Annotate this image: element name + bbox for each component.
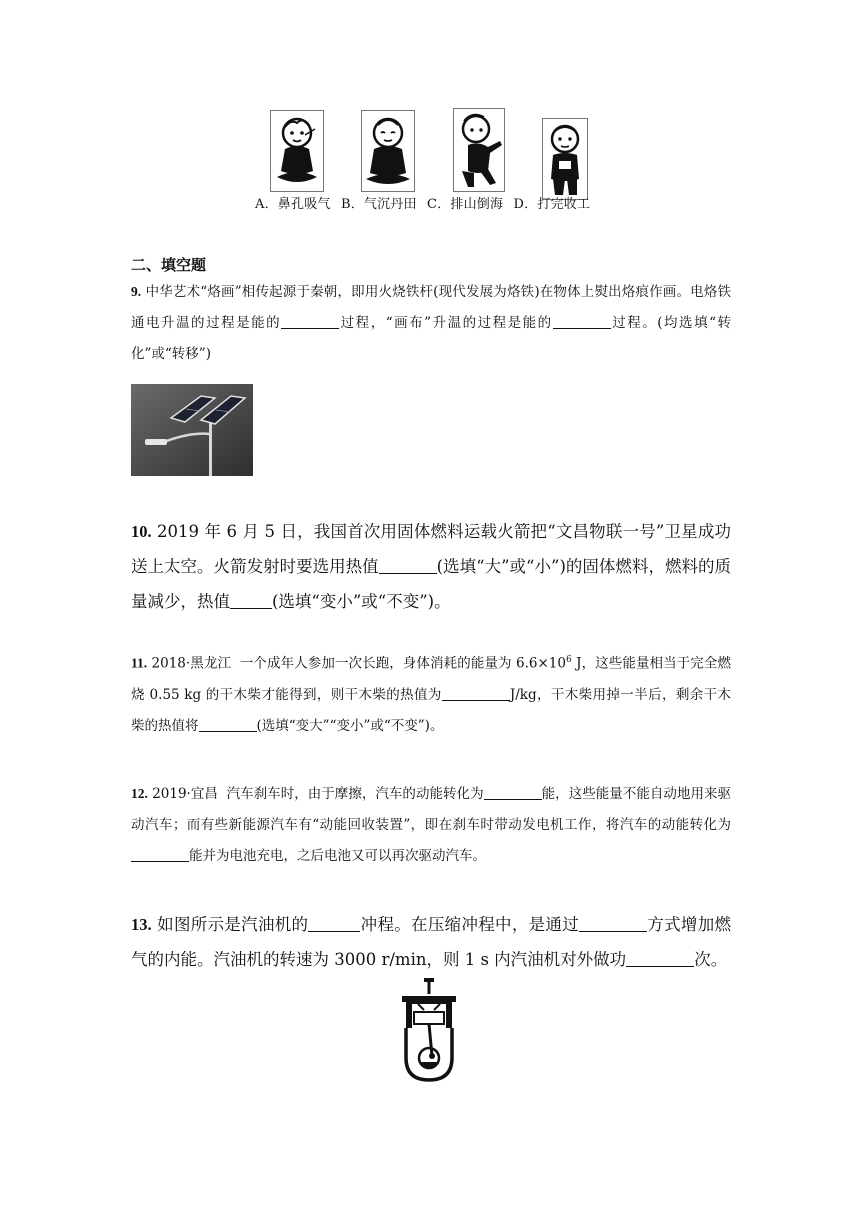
option-a: A．鼻孔吸气: [255, 197, 331, 212]
figure-b-image: [361, 110, 415, 192]
question-text: 一个成年人参加一次长跑，身体消耗的能量为 6.6×10: [239, 655, 566, 672]
question-text: (选填“变大”“变小”或“不变”)。: [256, 717, 444, 734]
engine-image: [398, 978, 460, 1082]
question-text: 2019 年 6 月 5 日，我国首次用固体燃料运载火箭把“文昌物联一号”卫星成功送上太空。火箭发射时要选用热值: [131, 522, 731, 576]
question-text: 过程。(均选填“转化”或“转移”): [131, 315, 732, 362]
figure-c-image: [453, 108, 505, 192]
question-number: 12.: [131, 786, 148, 801]
answer-blank[interactable]: [131, 848, 189, 863]
question-11: [131, 645, 731, 742]
option-c: C．排山倒海: [427, 197, 504, 212]
answer-blank[interactable]: [199, 717, 257, 732]
gasoline-engine-diagram: [398, 978, 460, 1082]
question-text: 汽车刹车时，由于摩擦，汽车的动能转化为: [226, 786, 484, 802]
answer-blank[interactable]: [442, 686, 510, 701]
question-text: (选填“大”或“小”)的固体燃料，燃料的质量减少，热值: [131, 557, 731, 611]
answer-blank[interactable]: [230, 592, 272, 610]
section-title: 二、填空题: [131, 256, 207, 274]
question-text: 能并为电池充电，之后电池又可以再次驱动汽车。: [189, 848, 486, 864]
question-number: 10.: [131, 522, 152, 541]
option-b: B．气沉丹田: [340, 197, 417, 212]
question-10: [131, 514, 731, 619]
question-text: J，这些能量相当于完全燃烧 0.55 kg 的干木柴才能得到，则干木柴的热值为: [131, 655, 731, 703]
question-13: [131, 907, 731, 977]
question-text: 方式增加燃气的内能。汽油机的转速为 3000 r/min，则 1 s 内汽油机对外做功: [131, 915, 732, 969]
question-9: [131, 276, 731, 370]
option-d: D．打完收工: [513, 197, 591, 212]
question-text: (选填“变小”或“不变”)。: [272, 592, 451, 611]
solar-lamp-image: [131, 384, 253, 476]
question-text: 能，这些能量不能自动地用来驱动汽车；而有些新能源汽车有“动能回收装置”，即在刹车时带动发电机工作，将汽车的动能转化为: [131, 786, 731, 833]
solar-street-lamp-photo: [131, 384, 253, 476]
answer-blank[interactable]: [579, 915, 647, 933]
answer-blank[interactable]: [626, 950, 694, 968]
question-text: 过程，“画布”升温的过程是能的: [339, 315, 553, 331]
question-source: 2018·黑龙江: [151, 655, 232, 672]
figure-d-image: [542, 118, 588, 200]
question-text: 冲程。在压缩冲程中，是通过: [360, 915, 580, 934]
answer-blank[interactable]: [484, 786, 542, 801]
answer-blank[interactable]: [308, 915, 360, 933]
question-number: 13.: [131, 915, 152, 934]
figure-a-image: [270, 110, 324, 192]
exponent: 6: [565, 655, 572, 665]
question-number: 9.: [131, 284, 142, 299]
question-number: 11.: [131, 655, 148, 671]
question-source: 2019·宜昌: [152, 786, 218, 802]
answer-blank[interactable]: [281, 315, 339, 330]
question-12: [131, 778, 731, 872]
figure-options: [255, 193, 596, 212]
question-text: 次。: [694, 950, 728, 969]
question-text: 如图所示是汽油机的: [157, 915, 309, 934]
answer-blank[interactable]: [553, 315, 611, 330]
answer-blank[interactable]: [379, 557, 437, 575]
question-text: 中华艺术“烙画”相传起源于秦朝，即用火烧铁杆(现代发展为烙铁)在物体上熨出烙痕作画。电烙铁通电升温的过程是能的: [131, 284, 731, 331]
question-text: J/kg，干木柴用掉一半后，剩余干木柴的热值将: [131, 686, 731, 734]
